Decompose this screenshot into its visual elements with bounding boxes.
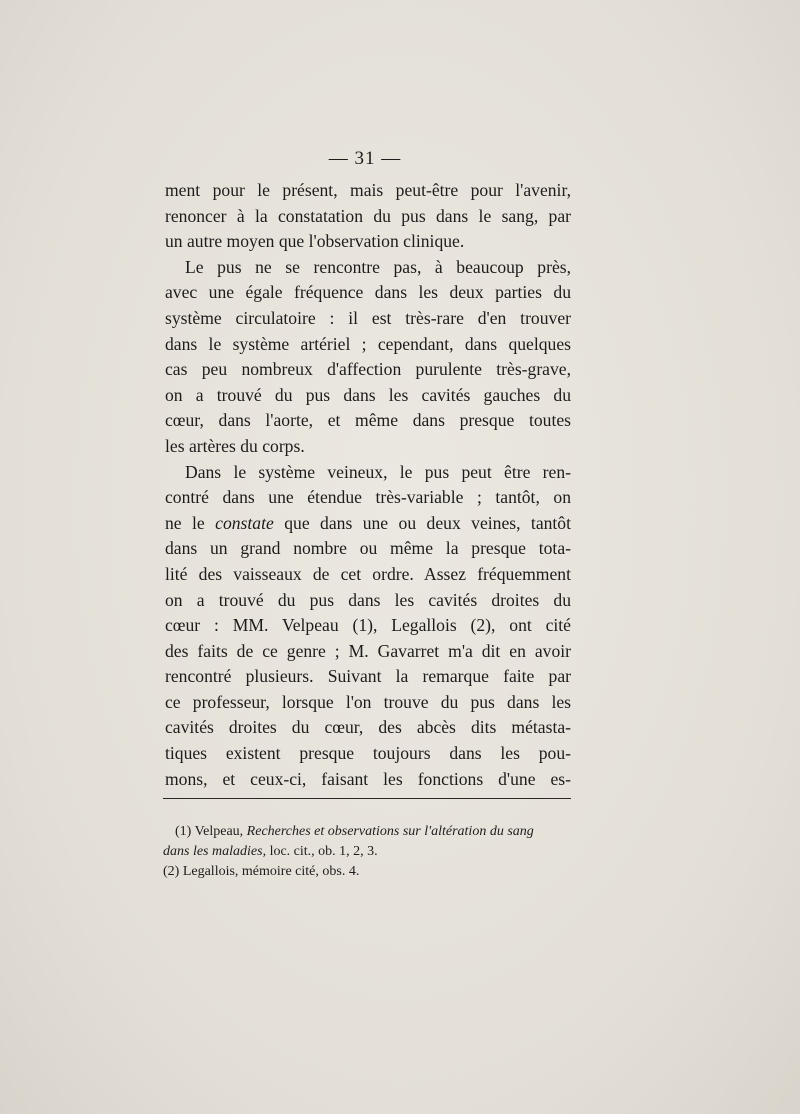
footnote-title: dans les maladies: [163, 844, 263, 859]
page-number: — 31 —: [328, 148, 402, 169]
text-line: contré dans une étendue très-variable ; tantôt, on: [165, 487, 571, 508]
text-line: cœur : MM. Velpeau (1), Legallois (2), ont cité: [165, 615, 571, 636]
footnote-1-continued: [163, 842, 573, 862]
text-line: cœur, dans l'aorte, et même dans presque toutes: [165, 410, 571, 431]
text-line: on a trouvé du pus dans les cavités droites du: [165, 589, 571, 610]
text-line: système circulatoire : il est très-rare d'en trouver: [165, 307, 571, 328]
text-line: ment pour le présent, mais peut-être pour l'avenir,: [165, 180, 571, 200]
text-line: les artères du corps.: [165, 435, 305, 456]
text-line: avec une égale fréquence dans les deux parties du: [165, 282, 571, 303]
footnote-text: , loc. cit., ob. 1, 2, 3.: [262, 844, 378, 859]
text-line: dans un grand nombre ou même la presque tota-: [165, 538, 571, 559]
text-line: des faits de ce genre ; M. Gavarret m'a dit en avoir: [165, 640, 571, 661]
text-line: un autre moyen que l'observation clinique.: [165, 231, 465, 252]
footnote-1: [163, 822, 573, 842]
footnote-text: (1) Velpeau,: [175, 824, 247, 839]
text-line: ce professeur, lorsque l'on trouve du pus dans les: [165, 691, 571, 712]
text-line: mons, et ceux-ci, faisant les fonctions d'une es-: [165, 768, 571, 789]
text-line: rencontré plusieurs. Suivant la remarque faite par: [165, 666, 571, 687]
text-line-with-italic: [165, 511, 571, 537]
text-line: cas peu nombreux d'affection purulente très-grave,: [165, 359, 571, 380]
text-line: lité des vaisseaux de cet ordre. Assez fréquemment: [165, 563, 571, 584]
paragraph-start-line: Le pus ne se rencontre pas, à beaucoup près,: [185, 256, 571, 277]
footnotes: [163, 822, 573, 882]
text-fragment: ne le: [165, 512, 216, 533]
text-line: tiques existent presque toujours dans les pou-: [165, 743, 571, 764]
text-line: on a trouvé du pus dans les cavités gauches du: [165, 384, 571, 405]
body-text: [165, 178, 571, 792]
paragraph-start-line: Dans le système veineux, le pus peut être ren-: [185, 461, 571, 482]
italic-word: constate: [215, 512, 274, 533]
footnote-2: (2) Legallois, mémoire cité, obs. 4.: [163, 864, 360, 879]
text-fragment: que dans une ou deux veines, tantôt: [284, 512, 571, 533]
text-line: dans le système artériel ; cependant, dans quelques: [165, 333, 571, 354]
text-line: cavités droites du cœur, des abcès dits métasta-: [165, 717, 571, 738]
footnote-title: Recherches et observations sur l'altération du sang: [246, 824, 534, 839]
footnote-rule: [163, 798, 571, 799]
text-line: renoncer à la constatation du pus dans le sang, par: [165, 205, 571, 226]
